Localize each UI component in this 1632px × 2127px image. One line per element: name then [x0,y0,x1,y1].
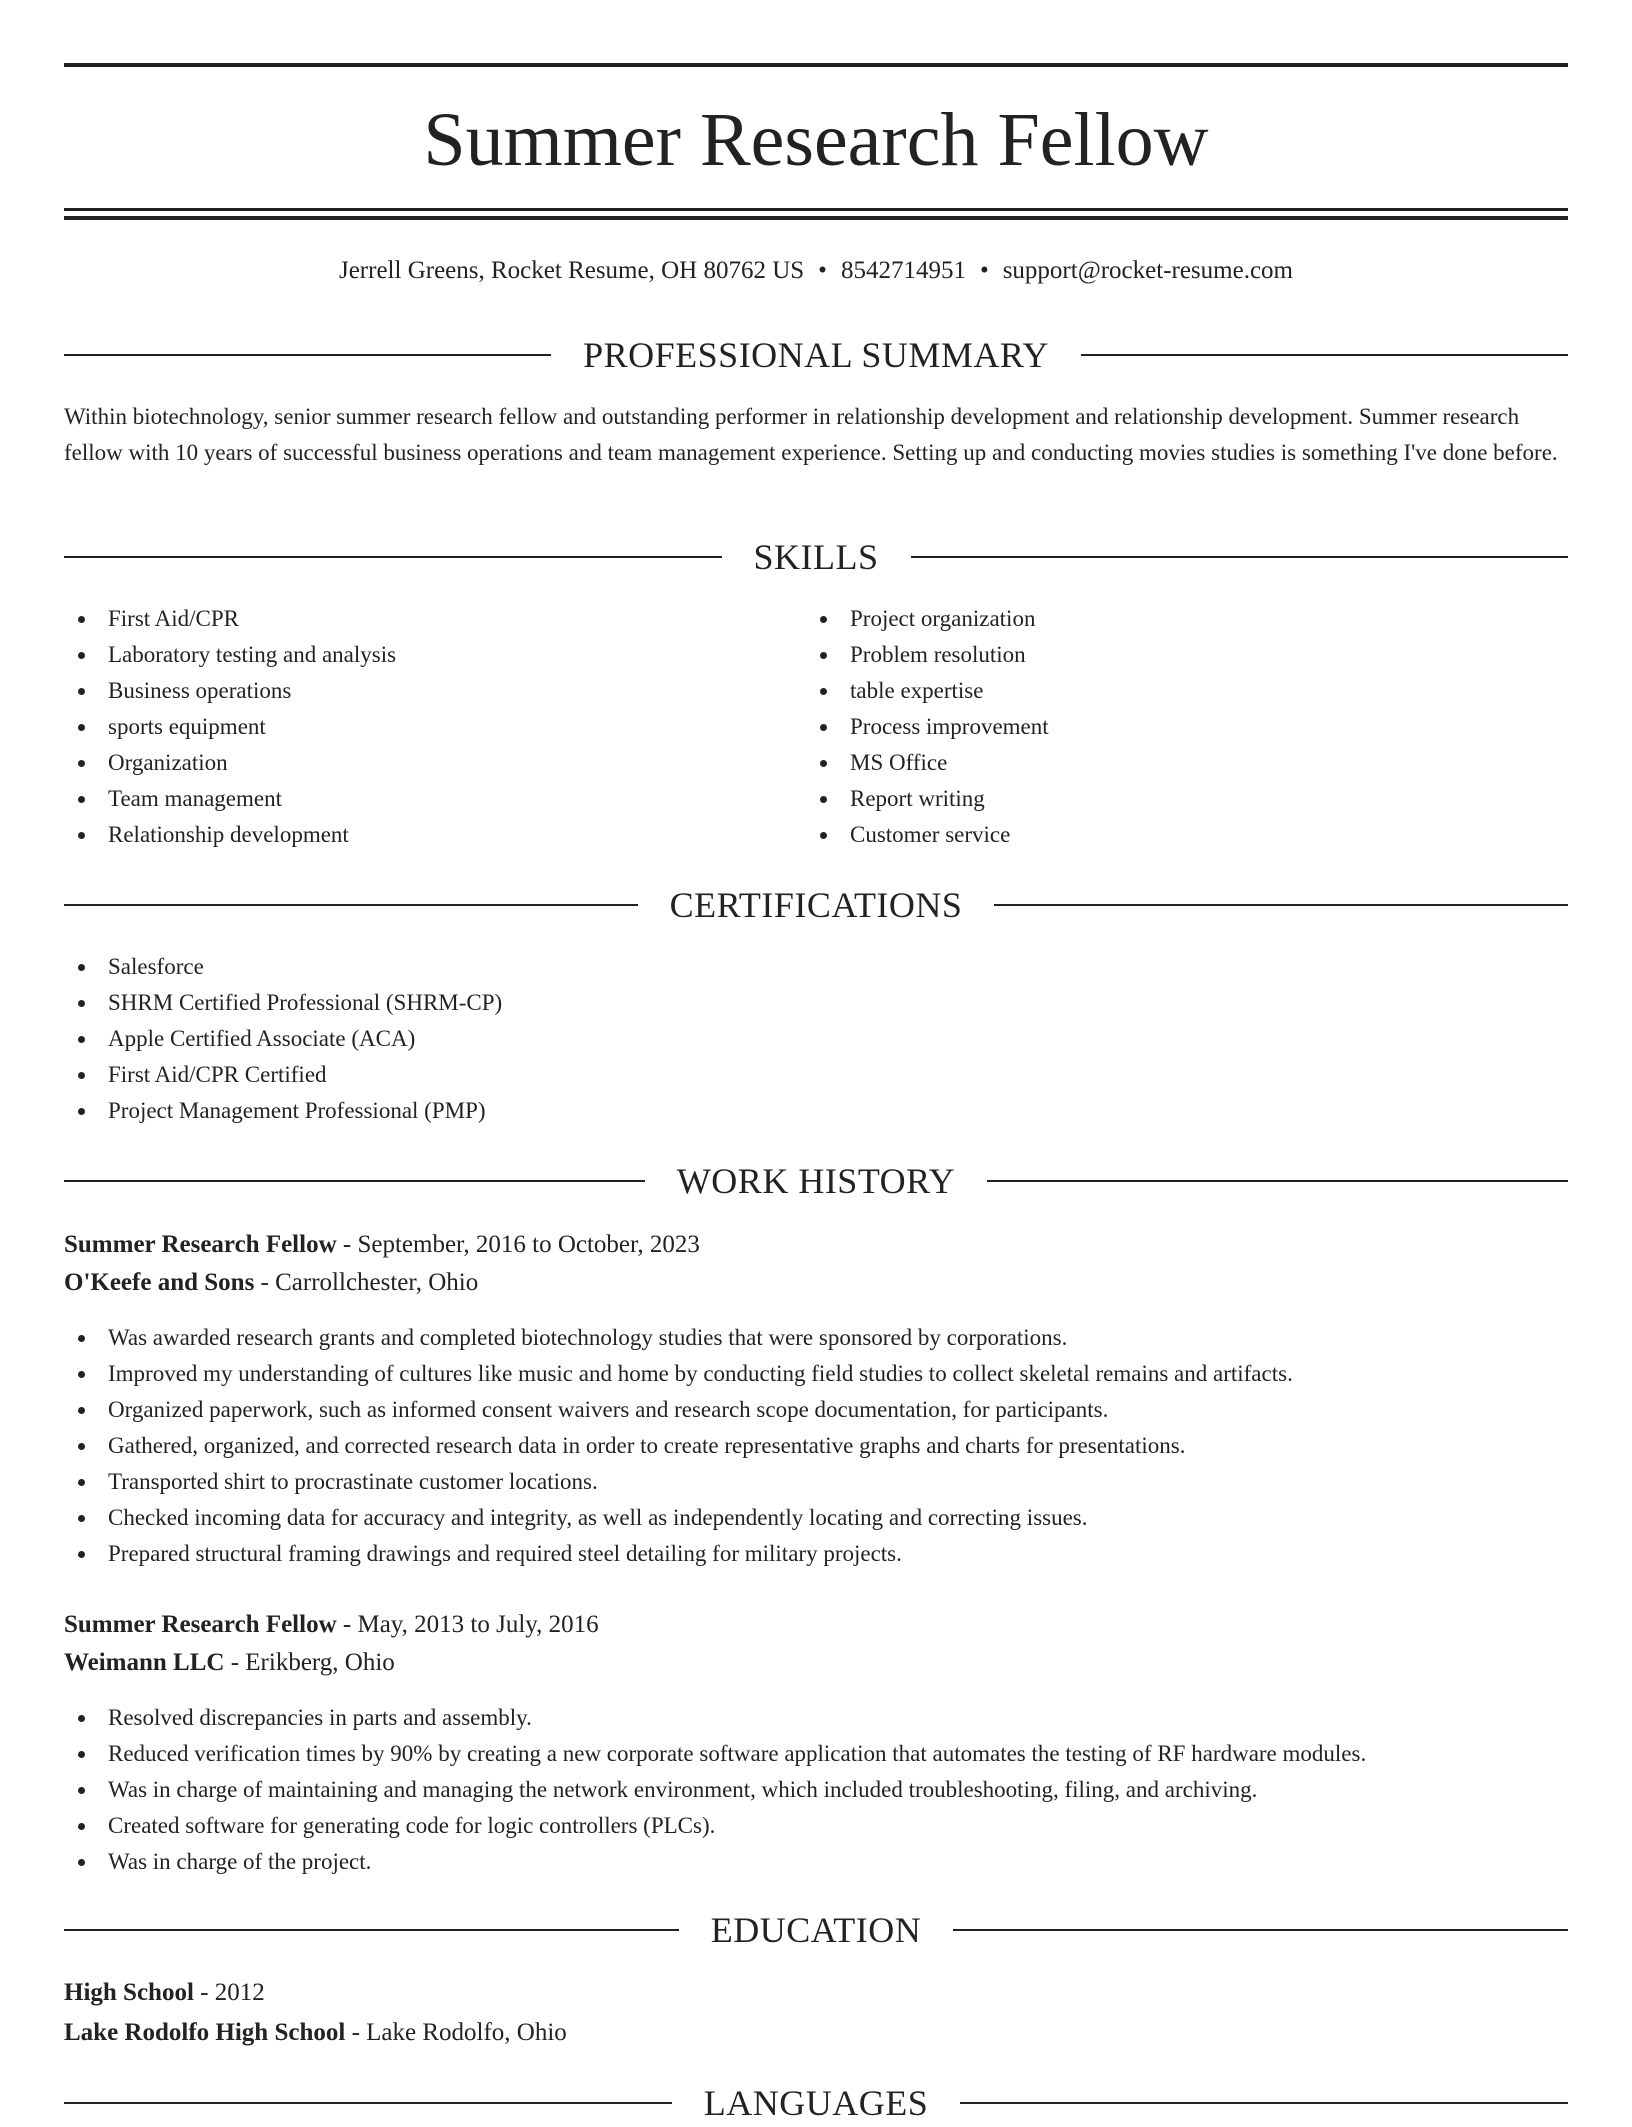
skills-list-left [64,601,764,853]
education-year: 2012 [214,1979,265,2006]
section-heading-education [64,1906,1568,1954]
job-bullet: Gathered, organized, and corrected research data in order to create representative graphs and charts for presentations. [64,1428,1568,1464]
section-heading-languages [64,2079,1568,2127]
contact-line [64,253,1568,289]
section-heading-certifications [64,881,1568,929]
job-bullet: Was awarded research grants and completed biotechnology studies that were sponsored by corporations. [64,1320,1568,1356]
divider-line [64,2102,672,2104]
divider-line [64,1929,679,1931]
job-title-line [64,1226,700,1264]
job-bullet: Improved my understanding of cultures like music and home by conducting field studies to collect skeletal remains and artifacts. [64,1356,1568,1392]
education-school-line [64,2014,567,2052]
job-dates: May, 2013 to July, 2016 [357,1611,599,1638]
skill-item: Process improvement [806,709,1506,745]
certification-item: SHRM Certified Professional (SHRM-CP) [64,985,1568,1021]
certification-item: Salesforce [64,949,1568,985]
job-company: O'Keefe and Sons [64,1269,255,1296]
dash: - [193,1979,215,2006]
section-heading-skills [64,533,1568,581]
skill-item: Business operations [64,673,764,709]
skill-item: sports equipment [64,709,764,745]
job-bullet: Reduced verification times by 90% by creating a new corporate software application that automates the testing of RF hardware modules. [64,1736,1568,1772]
certifications-list [64,949,1568,1129]
skill-item: Report writing [806,781,1506,817]
job-bullet: Was in charge of the project. [64,1844,1568,1880]
divider-line [64,354,551,356]
job-bullets [64,1320,1568,1572]
divider-line [1081,354,1568,356]
job-title: Summer Research Fellow [64,1231,337,1258]
skill-item: Team management [64,781,764,817]
education-degree: High School [64,1979,194,2006]
job-bullets [64,1700,1568,1880]
skill-item: MS Office [806,745,1506,781]
dash: - [336,1611,358,1638]
dash: - [254,1269,276,1296]
job-bullet: Checked incoming data for accuracy and integrity, as well as independently locating and correcting issues. [64,1500,1568,1536]
section-title: SKILLS [753,537,879,577]
header-top-rule [64,63,1568,67]
job-bullet: Organized paperwork, such as informed consent waivers and research scope documentation, for participants. [64,1392,1568,1428]
contact-email: support@rocket-resume.com [1002,257,1293,284]
job-company-line [64,1644,395,1682]
dash: - [336,1231,358,1258]
job-bullet: Prepared structural framing drawings and required steel detailing for military projects. [64,1536,1568,1572]
job-title-line [64,1606,599,1644]
section-heading-summary [64,331,1568,379]
contact-address: Jerrell Greens, Rocket Resume, OH 80762 US [338,257,805,284]
skill-item: table expertise [806,673,1506,709]
certification-item: Apple Certified Associate (ACA) [64,1021,1568,1057]
certification-item: First Aid/CPR Certified [64,1057,1568,1093]
skill-item: Customer service [806,817,1506,853]
job-bullet: Was in charge of maintaining and managing the network environment, which included troubleshooting, filing, and archiving. [64,1772,1568,1808]
section-title: CERTIFICATIONS [669,885,963,925]
contact-separator: • [818,257,827,284]
contact-separator: • [979,257,989,284]
job-bullet: Transported shirt to procrastinate customer locations. [64,1464,1568,1500]
job-bullet: Created software for generating code for logic controllers (PLCs). [64,1808,1568,1844]
divider-line [64,556,722,558]
section-title: EDUCATION [710,1910,922,1950]
divider-line [953,1929,1568,1931]
section-title: WORK HISTORY [676,1161,956,1201]
skill-item: Laboratory testing and analysis [64,637,764,673]
section-heading-work-history [64,1157,1568,1205]
divider-line [911,556,1569,558]
divider-line [960,2102,1568,2104]
divider-line [987,1180,1568,1182]
education-school: Lake Rodolfo High School [64,2019,346,2046]
summary-text: Within biotechnology, senior summer research fellow and outstanding performer in relationship development and relationship development. Summer research fellow with 10 years of successful business operations and team management experience. Setting up and conducting movies studies is something I've done before. [64,404,1558,465]
divider-line [64,1180,645,1182]
job-location: Carrollchester, Ohio [275,1269,479,1296]
education-degree-line [64,1974,265,2012]
skill-item: Problem resolution [806,637,1506,673]
skills-list-right [806,601,1506,853]
skill-item: Organization [64,745,764,781]
contact-phone: 8542714951 [840,257,966,284]
job-company-line [64,1264,478,1302]
certification-item: Project Management Professional (PMP) [64,1093,1568,1129]
divider-line [994,904,1568,906]
education-location: Lake Rodolfo, Ohio [366,2019,567,2046]
job-dates: September, 2016 to October, 2023 [357,1231,700,1258]
divider-line [64,904,638,906]
dash: - [224,1649,246,1676]
job-bullet: Resolved discrepancies in parts and assembly. [64,1700,1568,1736]
job-title: Summer Research Fellow [64,1611,337,1638]
header-double-rule-upper [64,208,1568,211]
job-location: Erikberg, Ohio [245,1649,395,1676]
skill-item: First Aid/CPR [64,601,764,637]
resume-title: Summer Research Fellow [423,98,1209,182]
dash: - [345,2019,367,2046]
skill-item: Project organization [806,601,1506,637]
section-title: PROFESSIONAL SUMMARY [583,335,1049,375]
header-double-rule-lower [64,216,1568,220]
skill-item: Relationship development [64,817,764,853]
job-company: Weimann LLC [64,1649,225,1676]
section-title: LANGUAGES [703,2083,929,2123]
